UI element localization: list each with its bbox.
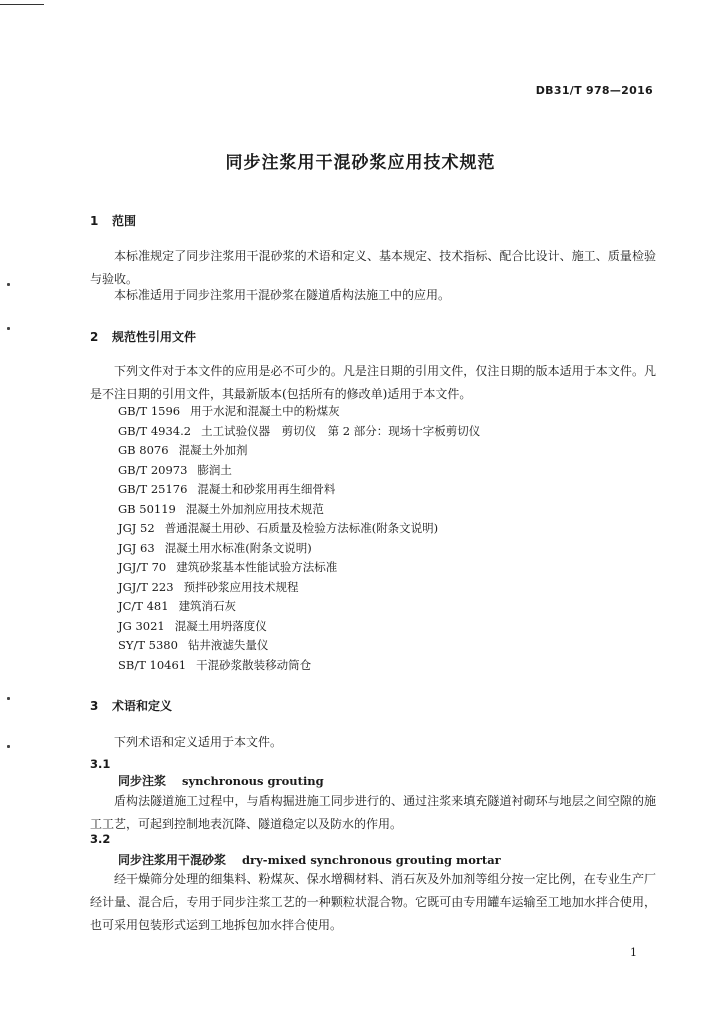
reference-title: 土工试验仪器 剪切仪 第 2 部分：现场十字板剪切仪 (201, 423, 481, 438)
scope-paragraph-2: 本标准适用于同步注浆用干混砂浆在隧道盾构法施工中的应用。 (114, 288, 451, 302)
reference-title: 膨润土 (197, 462, 232, 477)
reference-item (118, 617, 480, 637)
term-english: synchronous grouting (182, 774, 324, 788)
reference-item (118, 500, 480, 520)
scan-margin-mark (7, 745, 10, 748)
reference-item (118, 519, 480, 539)
section-number: 1 (90, 214, 99, 228)
section-number: 3 (90, 699, 99, 713)
reference-code: GB 8076 (118, 443, 169, 457)
section-title: 范围 (112, 214, 137, 228)
term-chinese: 同步注浆用干混砂浆 (118, 853, 227, 867)
terms-intro: 下列术语和定义适用于本文件。 (114, 735, 283, 749)
reference-title: 建筑砂浆基本性能试验方法标准 (176, 560, 338, 574)
standard-code: DB31/T 978—2016 (535, 84, 653, 97)
reference-item (118, 480, 480, 500)
reference-title: 钻井液滤失量仪 (187, 638, 269, 652)
reference-item (118, 578, 480, 598)
term-english: dry-mixed synchronous grouting mortar (242, 853, 501, 867)
reference-code: GB 50119 (118, 501, 176, 516)
clause-number: 3.2 (90, 832, 111, 846)
references-intro: 下列文件对于本文件的应用是必不可少的。凡是注日期的引用文件，仅注日期的版本适用于本文件。凡是不注日期的引用文件，其最新版本(包括所有的修改单)适用于本文件。 (90, 364, 656, 401)
reference-code: JGJ/T 70 (118, 560, 167, 574)
reference-title: 建筑消石灰 (178, 599, 237, 613)
reference-item (118, 597, 480, 617)
reference-code: JGJ 63 (118, 540, 155, 555)
scan-margin-mark (7, 283, 10, 286)
section-3-heading (90, 697, 172, 714)
reference-item (118, 558, 480, 578)
reference-title: 预拌砂浆应用技术规程 (183, 579, 299, 594)
term-chinese: 同步注浆 (118, 774, 167, 788)
section-title: 术语和定义 (112, 699, 173, 713)
document-title: 同步注浆用干混砂浆应用技术规范 (225, 153, 496, 173)
reference-code: JGJ/T 223 (118, 579, 174, 594)
page-number: 1 (630, 946, 637, 959)
term-heading (118, 851, 501, 868)
reference-title: 混凝土用坍落度仪 (174, 618, 267, 633)
section-number: 2 (90, 330, 99, 344)
reference-title: 混凝土外加剂 (178, 443, 248, 457)
reference-item (118, 656, 480, 676)
reference-code: GB/T 1596 (118, 404, 181, 418)
reference-item (118, 441, 480, 461)
section-title: 规范性引用文件 (112, 330, 197, 344)
reference-code: GB/T 25176 (118, 482, 188, 496)
reference-code: SB/T 10461 (118, 657, 187, 672)
section-1-heading (90, 212, 136, 229)
scan-margin-mark (7, 697, 10, 700)
reference-item (118, 461, 480, 481)
reference-title: 干混砂浆散装移动筒仓 (196, 657, 312, 672)
reference-item (118, 539, 480, 559)
reference-code: JGJ 52 (118, 521, 155, 535)
reference-code: JG 3021 (118, 618, 165, 633)
reference-title: 普通混凝土用砂、石质量及检验方法标准(附条文说明) (164, 521, 439, 535)
term-definition: 经干燥筛分处理的细集料、粉煤灰、保水增稠材料、消石灰及外加剂等组分按一定比例，在专业生产厂经计量、混合后，专用于同步注浆工艺的一种颗粒状混合物。它既可由专用罐车运输至工地加水拌合使用，也可采用包装形式运到工地拆包加水拌合使用。 (90, 872, 656, 932)
reference-code: JC/T 481 (118, 599, 169, 613)
reference-item (118, 422, 480, 442)
term-heading (118, 772, 324, 789)
reference-title: 混凝土用水标准(附条文说明) (164, 540, 312, 555)
section-2-heading (90, 328, 196, 345)
reference-code: GB/T 4934.2 (118, 423, 192, 438)
reference-title: 混凝土外加剂应用技术规范 (185, 501, 324, 516)
scan-margin-mark (7, 327, 10, 330)
reference-item (118, 636, 480, 656)
scan-corner-line (0, 4, 44, 5)
reference-code: GB/T 20973 (118, 462, 188, 477)
term-definition: 盾构法隧道施工过程中，与盾构掘进施工同步进行的、通过注浆来填充隧道衬砌环与地层之间空隙的施工工艺，可起到控制地表沉降、隧道稳定以及防水的作用。 (90, 794, 656, 831)
reference-item (118, 402, 480, 422)
reference-code: SY/T 5380 (118, 638, 178, 652)
scope-paragraph-1: 本标准规定了同步注浆用干混砂浆的术语和定义、基本规定、技术指标、配合比设计、施工、质量检验与验收。 (90, 249, 656, 286)
reference-title: 用于水泥和混凝土中的粉煤灰 (190, 404, 340, 418)
reference-list (118, 402, 480, 675)
clause-number: 3.1 (90, 757, 111, 771)
reference-title: 混凝土和砂浆用再生细骨料 (197, 482, 336, 496)
